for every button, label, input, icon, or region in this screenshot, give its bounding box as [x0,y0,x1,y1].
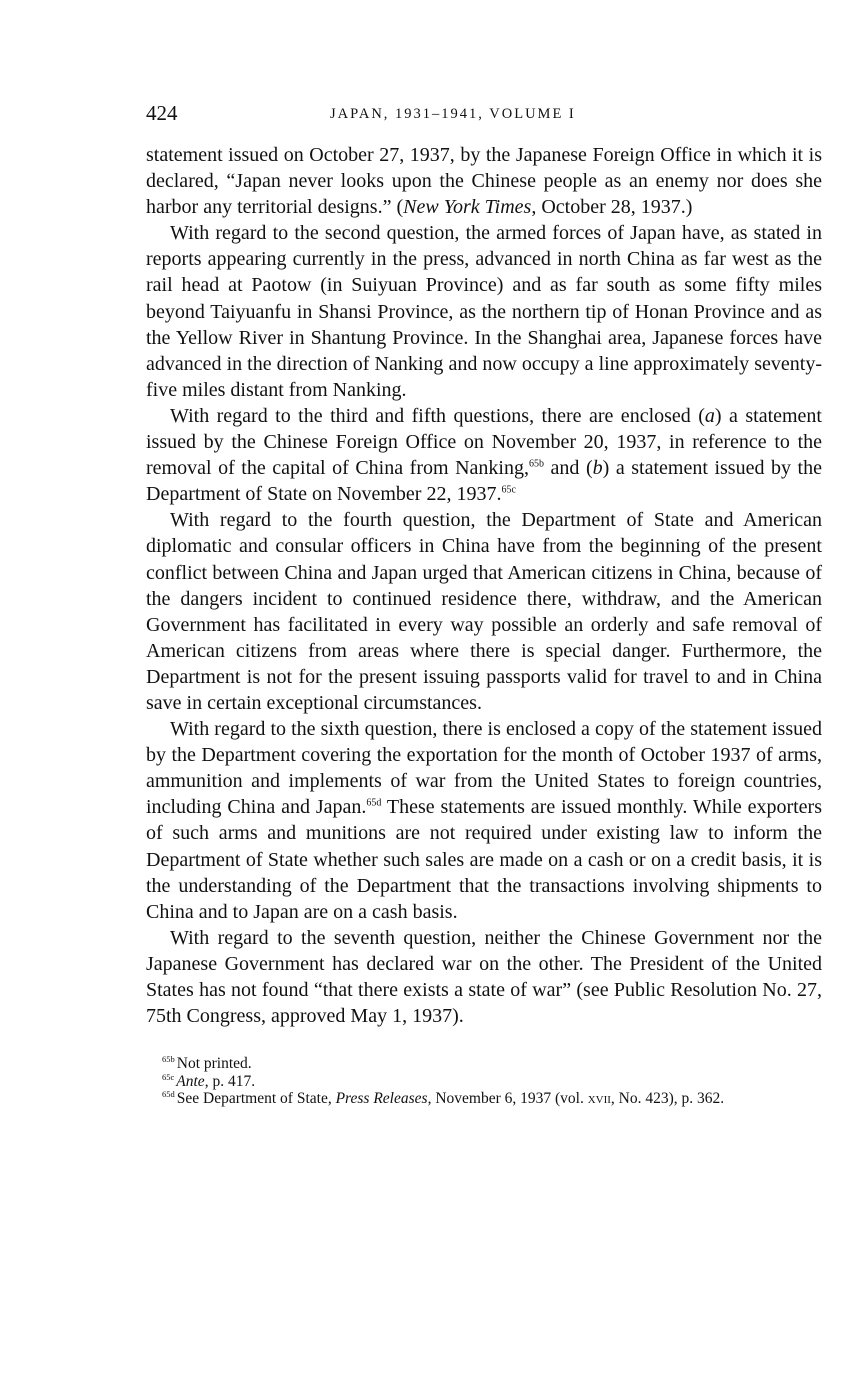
footnote-text: , November 6, 1937 (vol. [427,1090,588,1108]
footnote-italic: Ante [176,1072,205,1090]
paragraph-seventh-question: With regard to the seventh question, neither the Chinese Government nor the Japanese Government has declared war on the other. The President of the United States has not found “that there exists a state of war” (see Public Resolution No. 27, 75th Congress, approved May 1, 1937). [146,926,822,1028]
footnotes [146,1055,822,1108]
paragraph-text: These statements are issued monthly. While exporters of such arms and munitions are not required under existing law to inform the Department of State whether such sales are made on a cash or on a credit basis, it is the understanding of the Department that the transactions involving shipments to China and to Japan are on a cash basis. [146,796,822,923]
paragraph-text: , October 28, 1937.) [531,196,693,219]
footnote [146,1090,822,1108]
footnote-mark: 65c [162,1071,175,1082]
footnote [146,1055,822,1073]
footnote [146,1073,822,1091]
running-title: JAPAN, 1931–1941, VOLUME I [330,106,576,122]
paragraph-text: With regard to the sixth question, there is enclosed a copy of the statement issued by the Department covering the exportation for the month of October 1937 of arms, ammunition and implements of war from the United States to foreign countries, including China and Japan. [146,718,822,819]
italic-enumerator: b [592,457,603,480]
footnote-mark: 65b [162,1054,175,1065]
body-text [146,142,822,1029]
italic-enumerator: a [704,404,715,427]
footnote-text: Not printed. [176,1055,252,1073]
document-page [146,100,822,1108]
footnote-mark: 65d [162,1089,175,1100]
paragraph-sixth-question [146,716,822,925]
paragraph-third-fifth-questions [146,403,822,507]
footnote-italic: Press Releases [335,1090,428,1108]
paragraph-text: ) a statement issued by the Department of State on November 22, 1937. [146,457,822,506]
paragraph-text: With regard to the third and fifth questions, there are enclosed ( [170,404,705,427]
footnote-text: See Department of State, [176,1090,336,1108]
paragraph-fourth-question: With regard to the fourth question, the Department of State and American diplomatic and consular officers in China have from the beginning of the present conflict between China and Japan urged that American citizens in China, because of the dangers incident to continued residence there, withdraw, and the American Government has facilitated in every way possible an orderly and safe removal of American citizens from areas where there is special danger. Furthermore, the Department is not for the present issuing passports valid for travel to and in China save in certain exceptional circumstances. [146,509,822,714]
paragraph-continued-statement [146,142,822,220]
footnote-volume: xvii [587,1090,611,1108]
page-number: 424 [146,101,178,125]
footnote-reference: 65b [528,458,544,470]
paragraph-second-question: With regard to the second question, the armed forces of Japan have, as stated in reports appearing currently in the press, advanced in north China as far west as the rail head at Paotow (in Suiyuan Province) and as far south as some fifty miles beyond Taiyuanfu in Shansi Province, as the northern tip of Honan Province and as the Yellow River in Shantung Province. In the Shanghai area, Japanese forces have advanced in the direction of Nanking and now occupy a line approximately seventy-five miles distant from Nanking. [146,222,822,401]
footnote-reference: 65c [501,484,516,496]
paragraph-text: statement issued on October 27, 1937, by the Japanese Foreign Office in which it is declared, “Japan never looks upon the Chinese people as an enemy nor does she harbor any territorial designs.” ( [146,144,822,219]
italic-citation: New York Times [403,196,532,219]
paragraph-text: ) a statement issued by the Chinese Foreign Office on November 20, 1937, in reference to the removal of the capital of China from Nanking, [146,404,822,480]
paragraph-text: and ( [543,457,593,480]
running-head [146,100,822,132]
footnote-text: , No. 423), p. 362. [610,1090,725,1108]
footnote-reference: 65d [366,797,382,809]
footnote-text: , p. 417. [204,1072,256,1090]
